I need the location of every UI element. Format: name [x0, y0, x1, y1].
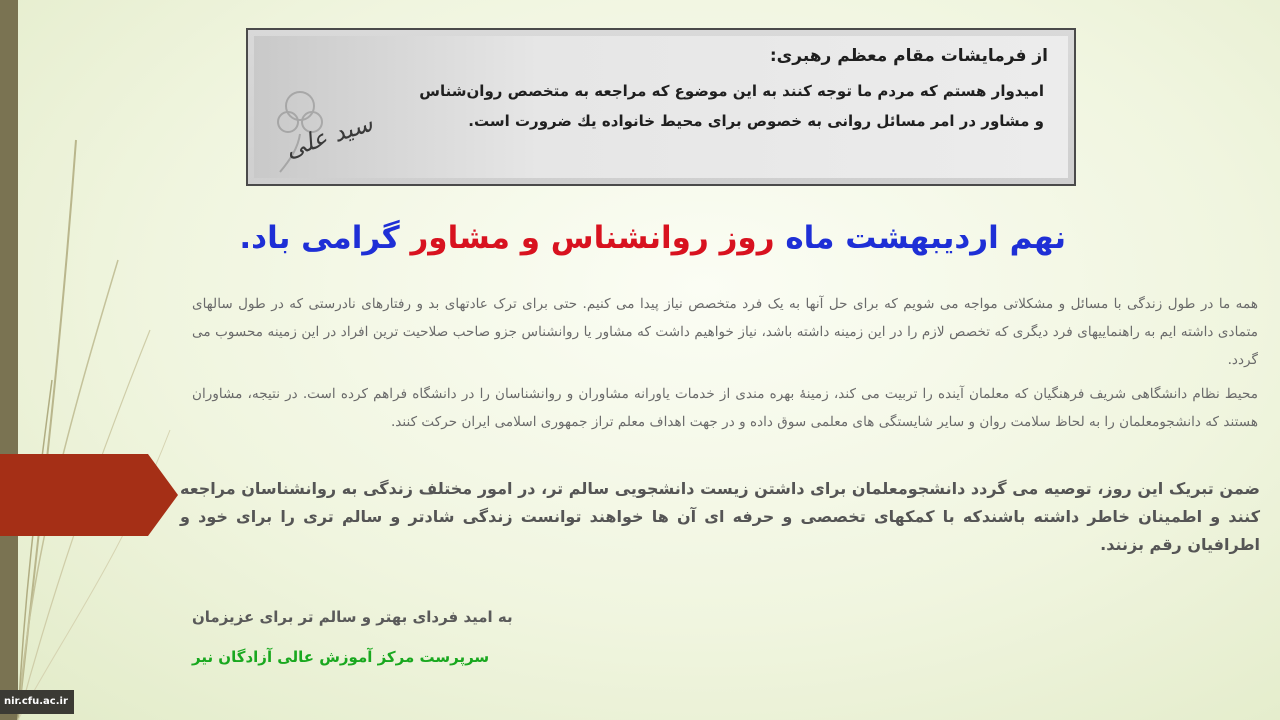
closing-signatory: سرپرست مرکز آموزش عالی آزادگان نیر — [192, 648, 490, 666]
handwritten-signature: سید علی — [281, 108, 376, 164]
decorative-arrow-shape — [0, 454, 178, 536]
quote-line-2: و مشاور در امر مسائل روانی به خصوص برای محیط خانواده یك ضرورت است. — [468, 112, 1044, 130]
quote-line-1: امیدوار هستم که مردم ما توجه کنند به این موضوع که مراجعه به متخصص روان‌شناس — [419, 82, 1044, 100]
closing-wish: به امید فردای بهتر و سالم تر برای عزیزمان — [192, 608, 513, 626]
headline-highlight: روز روانشناس و مشاور — [410, 220, 775, 256]
paragraph-3: ضمن تبریک این روز، توصیه می گردد دانشجومعلمان برای داشتن زیست دانشجویی سالم تر، در امور مختلف زندگی به روانشناسان مراجعه کنند و اطمینان خاطر داشته باشندکه با کمکهای تخصصی و حرفه ای آن ها خواهند توانست زندگی شادتر و سالم تری را برای خود و اطرافیان رقم بزنند. — [180, 479, 1260, 554]
decorative-curves — [0, 0, 200, 720]
site-url-label: nir.cfu.ac.ir — [0, 690, 74, 714]
paragraph-1: همه ما در طول زندگی با مسائل و مشکلاتی مواجه می شویم که برای حل آنها به یک فرد متخصص نیاز پیدا می کنیم. حتی برای ترک عادتهای بد و رفتارهای نادرستی که در طول سالهای متمادی داشته ایم به راهنماییهای فرد دیگری که تخصص لازم را در این زمینه داشته باشد، نیاز خواهیم داشت که مشاور یا روانشناس جزو صاحب صلاحیت ترین افراد در این زمینه محسوب می گردد. — [192, 296, 1258, 368]
quote-title: از فرمایشات مقام معظم رهبری: — [769, 46, 1048, 66]
page-headline — [200, 220, 1066, 256]
paragraph-2: محیط نظام دانشگاهی شریف فرهنگیان که معلمان آینده را تربیت می کند، زمینهٔ بهره مندی از خدمات یاورانه مشاوران و روانشناسان را در دانشگاه فراهم کرده است. در نتیجه، مشاوران هستند که دانشجومعلمان را به لحاظ سلامت روان و سایر شایستگی های معلمی سوق داده و در جهت اهداف معلم تراز جمهوری اسلامی ایران حرکت کنند. — [192, 386, 1258, 430]
headline-part-1: نهم اردیبهشت ماه — [774, 220, 1066, 256]
quote-panel — [254, 36, 1068, 178]
headline-part-2: گرامی باد. — [239, 220, 411, 256]
leader-quote-box — [246, 28, 1076, 186]
